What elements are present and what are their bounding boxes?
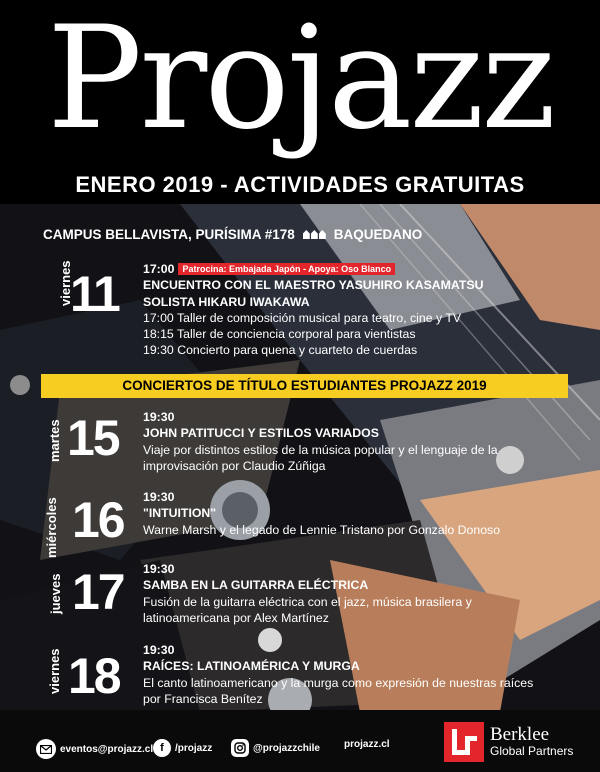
event-day-number: 17	[72, 564, 124, 620]
facebook-contact[interactable]	[153, 739, 212, 757]
event-line: 19:30 Concierto para quena y cuarteto de cuerdas	[143, 343, 418, 358]
instagram-icon	[231, 739, 249, 757]
event-title: ENCUENTRO CON EL MAESTRO YASUHIRO KASAMATSU	[143, 278, 484, 293]
event-line: Warne Marsh y el legado de Lennie Tristano por Gonzalo Donoso	[143, 522, 501, 537]
event-title: RAÍCES: LATINOAMÉRICA Y MURGA	[143, 659, 360, 674]
event-time: 19:30	[143, 643, 175, 657]
event-line: 18:15 Taller de conciencia corporal para vientistas	[143, 327, 416, 342]
event-line: 17:00 Taller de composición musical para teatro, cine y TV	[143, 310, 462, 325]
website-contact[interactable]	[344, 739, 390, 750]
berklee-sub: Global Partners	[490, 744, 574, 758]
event-day-name: martes	[47, 419, 62, 462]
event-time: 19:30	[143, 562, 175, 576]
event-line: improvisación por Claudio Zúñiga	[143, 458, 326, 473]
event-line: Fusión de la guitarra eléctrica con el jazz, música brasilera y	[143, 594, 472, 609]
event-line: Viaje por distintos estilos de la música popular y el lenguaje de la	[143, 442, 498, 457]
header	[0, 0, 600, 204]
venue-metro: BAQUEDANO	[333, 227, 423, 242]
event-time: 19:30	[143, 410, 175, 424]
event-day-name: viernes	[58, 260, 73, 306]
event-details	[143, 261, 483, 359]
event-day-name: viernes	[47, 648, 62, 694]
event-details	[143, 642, 533, 707]
event-title: SAMBA EN LA GUITARRA ELÉCTRICA	[143, 578, 369, 593]
website-link[interactable]: projazz.cl	[344, 739, 390, 750]
berklee-logo	[444, 718, 594, 766]
student-concerts-banner: CONCIERTOS DE TÍTULO ESTUDIANTES PROJAZZ 2019	[41, 374, 568, 398]
event-day-number: 16	[72, 492, 124, 548]
event-day-number: 15	[67, 410, 119, 466]
venue-line	[43, 227, 422, 242]
event-title: JOHN PATITUCCI Y ESTILOS VARIADOS	[143, 426, 379, 441]
event-title: SOLISTA HIKARU IWAKAWA	[143, 294, 310, 309]
event-line: por Francisca Benítez	[143, 691, 263, 706]
event-time: 19:30	[143, 490, 175, 504]
metro-icon	[303, 230, 326, 239]
event-title: "INTUITION"	[143, 506, 217, 521]
mail-icon	[36, 739, 56, 759]
facebook-icon: f	[153, 739, 171, 757]
event-line: latinoamericana por Alex Martínez	[143, 610, 329, 625]
event-line: El canto latinoamericano y la murga como expresión de nuestras raíces	[143, 675, 534, 690]
event-details	[143, 561, 472, 626]
instagram-contact[interactable]	[231, 739, 320, 757]
event-day-name: jueves	[48, 573, 63, 614]
email-contact[interactable]	[36, 739, 153, 759]
event-details	[143, 489, 500, 538]
event-day-number: 18	[68, 648, 120, 704]
facebook-handle[interactable]: /projazz	[175, 742, 213, 754]
poster-subtitle: ENERO 2019 - ACTIVIDADES GRATUITAS	[75, 172, 525, 197]
berklee-mark-icon	[444, 722, 484, 762]
projazz-logo: Projazz	[46, 0, 554, 161]
event-details	[143, 409, 498, 474]
sponsor-badge: Patrocina: Embajada Japón - Apoya: Oso Blanco	[178, 263, 395, 275]
event-day-name: miércoles	[44, 497, 59, 558]
berklee-brand: Berklee	[490, 724, 550, 745]
venue-address: CAMPUS BELLAVISTA, PURÍSIMA #178	[43, 227, 295, 242]
email-address[interactable]: eventos@projazz.cl	[60, 743, 154, 755]
event-day-number: 11	[70, 266, 119, 322]
instagram-handle[interactable]: @projazzchile	[253, 742, 320, 754]
event-time-line: 17:00 Patrocina: Embajada Japón - Apoya: Oso Blanco	[143, 261, 483, 277]
